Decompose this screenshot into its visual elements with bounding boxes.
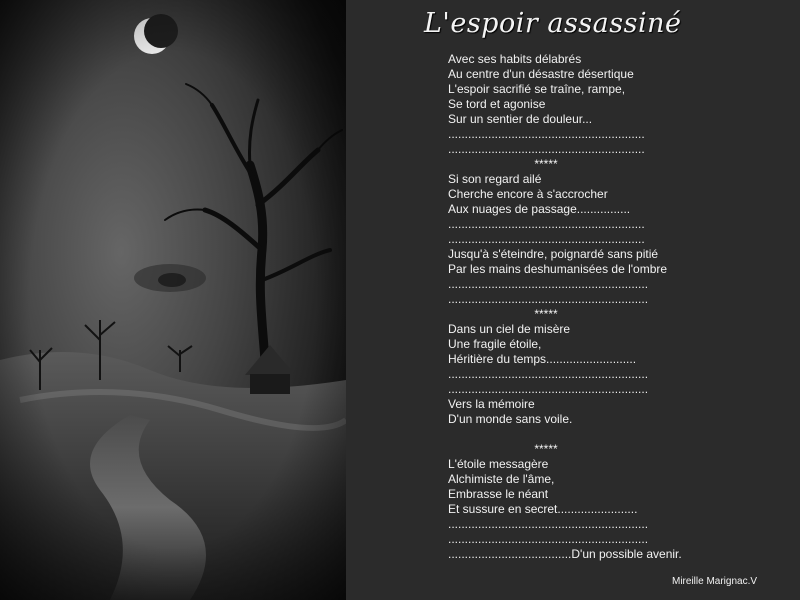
stanza-separator: ***** — [534, 442, 558, 456]
poem-line: Par les mains deshumanisées de l'ombre — [448, 262, 668, 276]
author-signature: Mireille Marignac.V — [672, 576, 758, 587]
poem-line: Se tord et agonise — [448, 97, 546, 111]
poem-body — [448, 52, 768, 562]
poem-line: ........................................................... — [448, 232, 645, 246]
illustration — [0, 0, 346, 600]
stanza-separator: ***** — [534, 307, 558, 321]
poem-line: Aux nuages de passage................ — [448, 202, 631, 216]
poem-line: Sur un sentier de douleur... — [448, 112, 593, 126]
poem-line: Si son regard ailé — [448, 172, 542, 186]
poem-line: ............................................................ — [448, 532, 649, 546]
poem-line: ........................................................... — [448, 142, 645, 156]
poem-line: D'un monde sans voile. — [448, 412, 573, 426]
poem-line: ............................................................ — [448, 367, 649, 381]
stanza-separator: ***** — [534, 157, 558, 171]
poem-line: .....................................D'un possible avenir. — [448, 547, 682, 561]
poem-line: Et sussure en secret........................ — [448, 502, 638, 516]
poem-line: L'étoile messagère — [448, 457, 549, 471]
poem-line: Embrasse le néant — [448, 487, 549, 501]
blank-line — [448, 427, 768, 442]
poem-line: Cherche encore à s'accrocher — [448, 187, 608, 201]
poem-line: Dans un ciel de misère — [448, 322, 571, 336]
poem-line: ............................................................ — [448, 517, 649, 531]
poem-line: ........................................................... — [448, 127, 645, 141]
poem-line: Alchimiste de l'âme, — [448, 472, 555, 486]
poem-line: Au centre d'un désastre désertique — [448, 67, 634, 81]
poem-line: ............................................................ — [448, 382, 649, 396]
night-landscape-image — [0, 0, 346, 600]
poem-line: Avec ses habits délabrés — [448, 52, 582, 66]
poem-line: ............................................................ — [448, 292, 649, 306]
poem-line: Héritière du temps........................... — [448, 352, 637, 366]
poem-line: ............................................................ — [448, 277, 649, 291]
poem-line: ........................................................... — [448, 217, 645, 231]
poem-title: L'espoir assassiné — [424, 8, 682, 39]
poem-line: L'espoir sacrifié se traîne, rampe, — [448, 82, 626, 96]
poem-line: Une fragile étoile, — [448, 337, 542, 351]
poem-line: Vers la mémoire — [448, 397, 535, 411]
poem-line: Jusqu'à s'éteindre, poignardé sans pitié — [448, 247, 659, 261]
